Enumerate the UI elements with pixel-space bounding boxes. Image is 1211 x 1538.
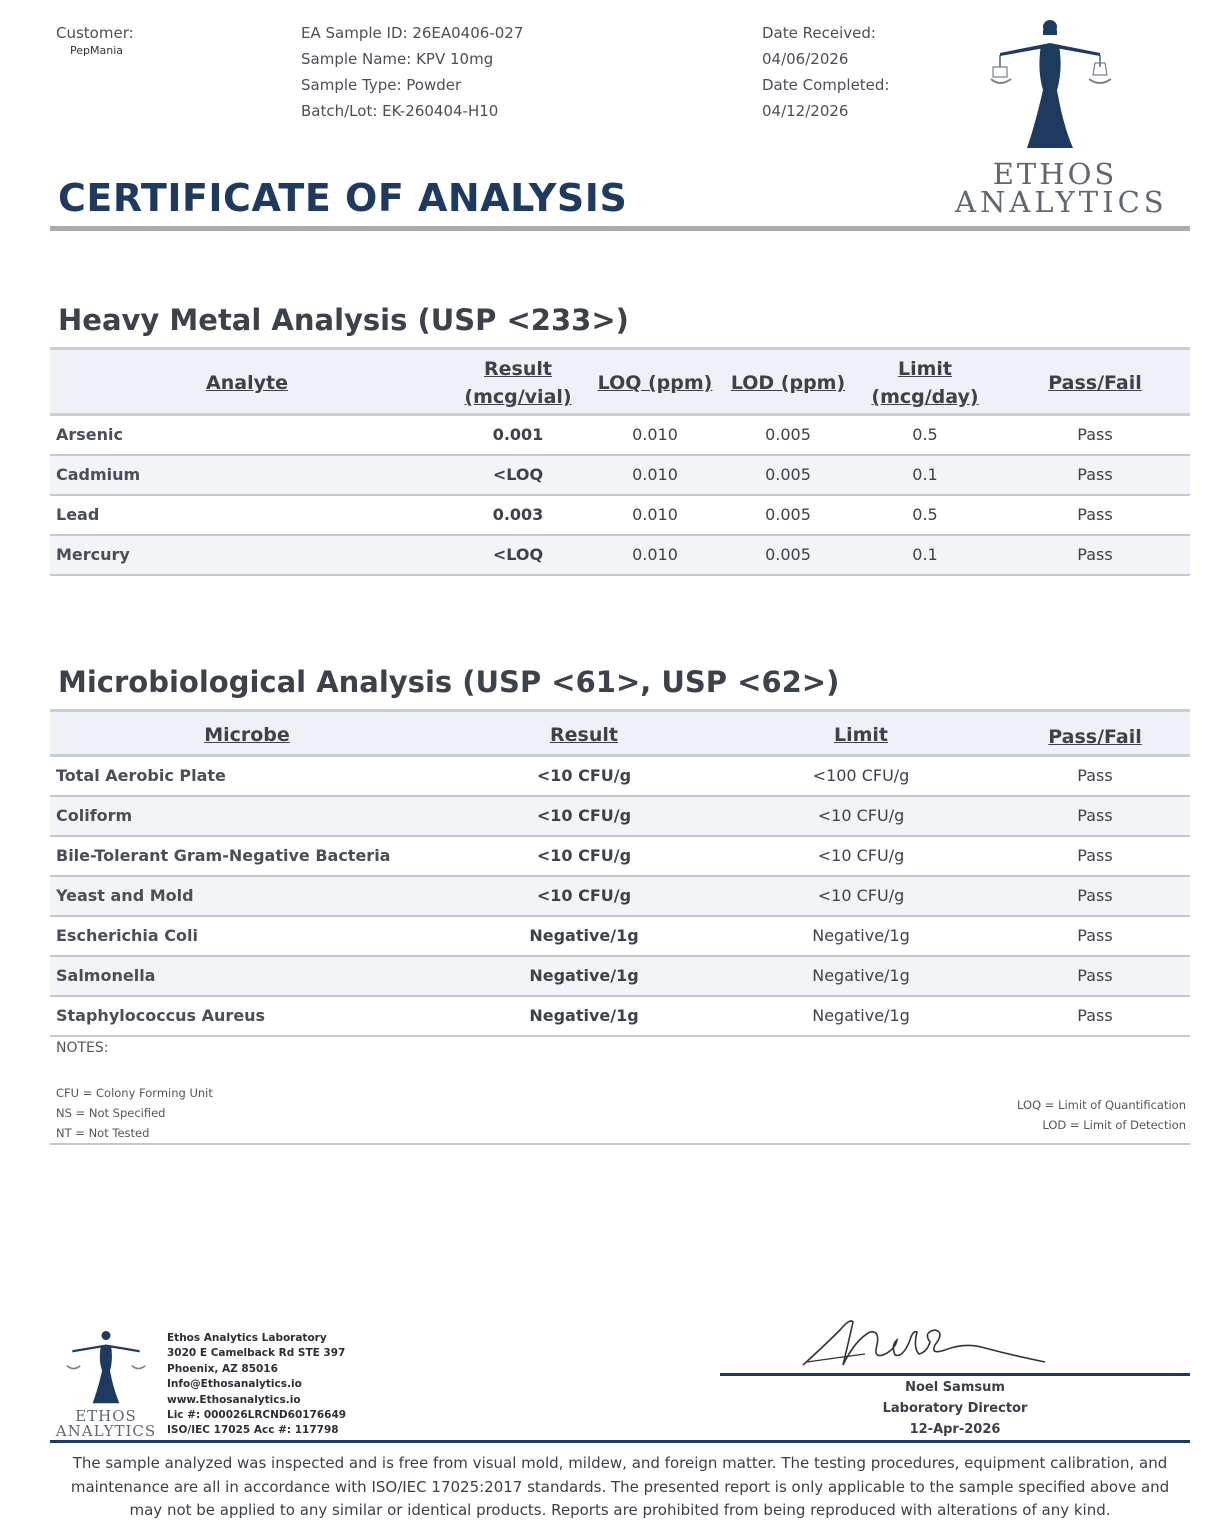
col-limit: Limit	[833, 724, 888, 746]
cell-result: <10 CFU/g	[536, 846, 632, 865]
table-row	[50, 837, 1190, 877]
note-nt: NT = Not Tested	[56, 1126, 150, 1140]
cell-lod: 0.005	[765, 465, 811, 484]
cell-analyte: Arsenic	[56, 425, 124, 444]
cell-pass-fail: Pass	[1077, 465, 1113, 484]
table-row	[50, 877, 1190, 917]
cell-lod: 0.005	[765, 545, 811, 564]
cell-result: Negative/1g	[529, 1006, 639, 1025]
heavy-metal-rows	[50, 416, 1190, 576]
cell-pass-fail: Pass	[1077, 545, 1113, 564]
cell-pass-fail: Pass	[1077, 846, 1113, 865]
table-row	[50, 917, 1190, 957]
lab-contact	[167, 1331, 346, 1439]
cell-result: 0.001	[492, 425, 544, 444]
col-microbe: Microbe	[204, 724, 290, 746]
cell-analyte: Lead	[56, 505, 100, 524]
cell-limit: 0.1	[912, 465, 938, 484]
sample-name: Sample Name: KPV 10mg	[301, 50, 494, 68]
signer-block	[720, 1377, 1190, 1440]
page-title: CERTIFICATE OF ANALYSIS	[58, 176, 628, 220]
col-result-2: (mcg/vial)	[464, 386, 572, 408]
table-row	[50, 797, 1190, 837]
cell-limit: Negative/1g	[812, 1006, 910, 1025]
table-header	[50, 709, 1190, 757]
ethos-logo	[955, 15, 1168, 220]
cell-result: <10 CFU/g	[536, 806, 632, 825]
table-row	[50, 997, 1190, 1037]
cell-lod: 0.005	[765, 505, 811, 524]
heavy-metal-table	[50, 347, 1190, 576]
cell-microbe: Coliform	[56, 806, 133, 825]
signature-image	[795, 1310, 1055, 1375]
cell-limit: <100 CFU/g	[812, 766, 910, 785]
microbio-table	[50, 709, 1190, 1037]
cell-result: 0.003	[492, 505, 544, 524]
sample-type: Sample Type: Powder	[301, 76, 462, 94]
col-result: Result	[550, 724, 618, 746]
sample-info	[301, 20, 523, 124]
col-result-1: Result	[484, 358, 552, 380]
lab-address: 3020 E Camelback Rd STE 397	[167, 1347, 346, 1360]
date-received: 04/06/2026	[762, 50, 849, 68]
logo-line1: ETHOS	[992, 157, 1118, 191]
cell-microbe: Salmonella	[56, 966, 156, 985]
cell-pass-fail: Pass	[1077, 766, 1113, 785]
col-limit-2: (mcg/day)	[871, 386, 979, 408]
lab-city: Phoenix, AZ 85016	[167, 1362, 278, 1375]
table-row	[50, 757, 1190, 797]
lab-iso: ISO/IEC 17025 Acc #: 117798	[167, 1424, 339, 1437]
lab-website: www.Ethosanalytics.io	[167, 1393, 301, 1406]
col-limit-1: Limit	[897, 358, 952, 380]
note-cfu: CFU = Colony Forming Unit	[56, 1086, 213, 1100]
batch-lot: Batch/Lot: EK-260404-H10	[301, 102, 499, 120]
title-divider	[50, 226, 1190, 231]
cell-microbe: Bile-Tolerant Gram-Negative Bacteria	[56, 846, 391, 865]
sample-id: EA Sample ID: 26EA0406-027	[301, 24, 524, 42]
footer-logo-line2: ANALYTICS	[55, 1422, 157, 1440]
lady-justice-scales-icon	[955, 15, 1155, 155]
table-row	[50, 536, 1190, 576]
signature-line	[720, 1373, 1190, 1376]
cell-result: Negative/1g	[529, 926, 639, 945]
col-pass-fail: Pass/Fail	[1048, 372, 1142, 394]
cell-pass-fail: Pass	[1077, 966, 1113, 985]
cell-microbe: Escherichia Coli	[56, 926, 198, 945]
table-row	[50, 957, 1190, 997]
cell-pass-fail: Pass	[1077, 926, 1113, 945]
cell-result: <10 CFU/g	[536, 886, 632, 905]
notes-right	[900, 1095, 1186, 1135]
cell-limit: Negative/1g	[812, 966, 910, 985]
sign-date: 12-Apr-2026	[909, 1422, 1001, 1437]
notes-label: NOTES:	[56, 1040, 109, 1056]
cell-microbe: Yeast and Mold	[56, 886, 194, 905]
cell-limit: 0.1	[912, 545, 938, 564]
customer-name: PepMania	[70, 44, 123, 57]
cell-limit: Negative/1g	[812, 926, 910, 945]
lady-justice-scales-icon	[50, 1328, 162, 1408]
cell-loq: 0.010	[632, 545, 678, 564]
cell-limit: <10 CFU/g	[817, 806, 905, 825]
cell-pass-fail: Pass	[1077, 806, 1113, 825]
signer-name: Noel Samsum	[905, 1380, 1005, 1395]
cell-analyte: Mercury	[56, 545, 130, 564]
date-completed-label: Date Completed:	[762, 76, 890, 94]
lab-license: Lic #: 000026LRCND60176649	[167, 1409, 347, 1422]
customer-label: Customer:	[56, 24, 134, 42]
disclaimer: The sample analyzed was inspected and is free from visual mold, mildew, and foreign matter. The testing procedures, equipment calibration, and maintenance are all in accordance with ISO/IEC 17025:2017 standards. The presented report is only applicable to the sample specified above and may not be applied to any similar or identical products. Reports are prohibited from being reproduced with alterations of any kind.	[70, 1454, 1170, 1519]
date-completed: 04/12/2026	[762, 102, 849, 120]
note-lod: LOD = Limit of Detection	[1042, 1118, 1186, 1132]
col-analyte: Analyte	[206, 372, 288, 394]
cell-lod: 0.005	[765, 425, 811, 444]
cell-limit: <10 CFU/g	[817, 846, 905, 865]
cell-pass-fail: Pass	[1077, 505, 1113, 524]
cell-pass-fail: Pass	[1077, 425, 1113, 444]
footer-logo-line1: ETHOS	[75, 1407, 137, 1425]
cell-result: <10 CFU/g	[536, 766, 632, 785]
cell-pass-fail: Pass	[1077, 1006, 1113, 1025]
cell-microbe: Total Aerobic Plate	[56, 766, 226, 785]
cell-loq: 0.010	[632, 465, 678, 484]
table-header	[50, 347, 1190, 416]
table-row	[50, 456, 1190, 496]
lab-email: Info@Ethosanalytics.io	[167, 1378, 302, 1391]
cell-loq: 0.010	[632, 505, 678, 524]
footer-logo	[50, 1328, 162, 1440]
table-row	[50, 416, 1190, 456]
notes-divider	[50, 1143, 1190, 1145]
col-loq: LOQ (ppm)	[597, 372, 713, 394]
logo-line2: ANALYTICS	[955, 185, 1168, 219]
col-pass-fail: Pass/Fail	[1048, 726, 1142, 748]
notes-left	[56, 1083, 213, 1143]
cell-limit: 0.5	[912, 425, 938, 444]
cell-pass-fail: Pass	[1077, 886, 1113, 905]
cell-analyte: Cadmium	[56, 465, 141, 484]
microbio-title: Microbiological Analysis (USP <61>, USP <62>)	[58, 665, 840, 699]
cell-limit: <10 CFU/g	[817, 886, 905, 905]
cell-loq: 0.010	[632, 425, 678, 444]
heavy-metal-title: Heavy Metal Analysis (USP <233>)	[58, 303, 629, 337]
note-ns: NS = Not Specified	[56, 1106, 166, 1120]
cell-limit: 0.5	[912, 505, 938, 524]
footer-divider	[50, 1440, 1190, 1443]
cell-result: <LOQ	[492, 465, 544, 484]
cell-microbe: Staphylococcus Aureus	[56, 1006, 266, 1025]
microbio-rows	[50, 757, 1190, 1037]
date-received-label: Date Received:	[762, 24, 876, 42]
col-lod: LOD (ppm)	[730, 372, 846, 394]
date-info	[762, 20, 890, 124]
table-row	[50, 496, 1190, 536]
note-loq: LOQ = Limit of Quantification	[1017, 1098, 1186, 1112]
lab-name: Ethos Analytics Laboratory	[167, 1332, 327, 1344]
signer-title: Laboratory Director	[882, 1401, 1028, 1416]
cell-result: Negative/1g	[529, 966, 639, 985]
cell-result: <LOQ	[492, 545, 544, 564]
